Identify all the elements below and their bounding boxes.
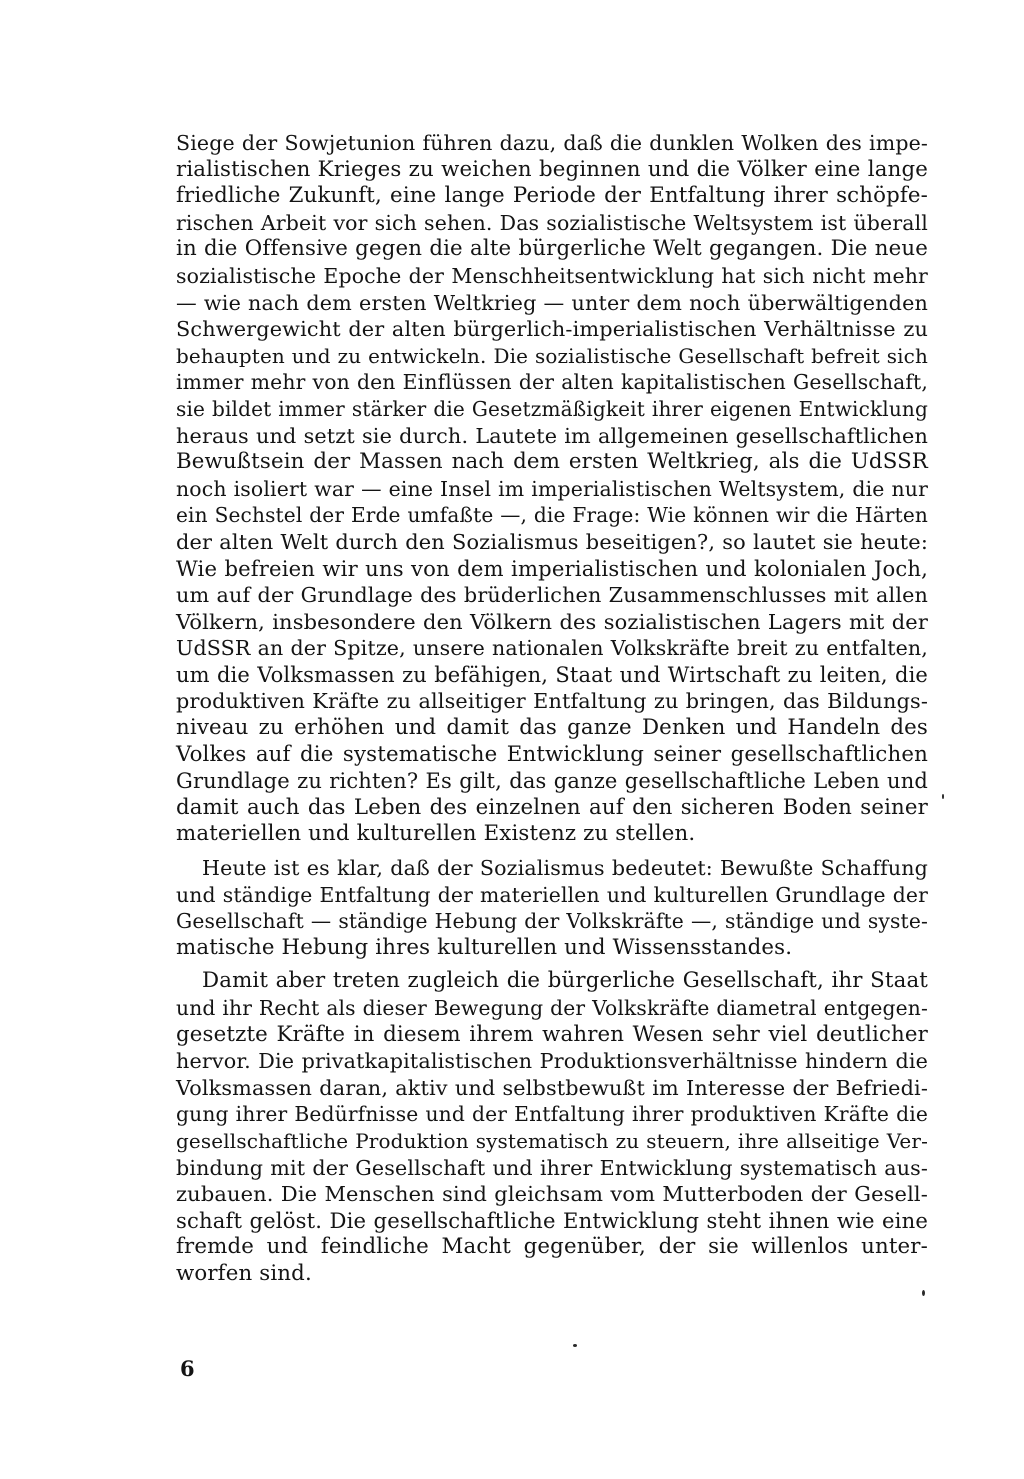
text-line: friedliche Zukunft, eine lange Periode der Entfaltung ihrer schöpfe-: [176, 183, 928, 209]
text-line: — wie nach dem ersten Weltkrieg — unter dem noch überwältigenden: [176, 290, 928, 315]
text-line: Heute ist es klar, daß der Sozialismus bedeutet: Bewußte Schaffung: [202, 856, 928, 881]
text-line: ein Sechstel der Erde umfaßte —, die Frage: Wie können wir die Härten: [176, 503, 928, 528]
text-line: hervor. Die privatkapitalistischen Produktionsverhältnisse hindern die: [176, 1049, 928, 1074]
text-line: und ständige Entfaltung der materiellen und kulturellen Grundlage der: [176, 882, 928, 907]
text-line: zubauen. Die Menschen sind gleichsam vom Mutterboden der Gesell-: [176, 1182, 928, 1207]
paragraph: [176, 855, 928, 961]
text-line: Wie befreien wir uns von dem imperialistischen und kolonialen Joch,: [176, 555, 928, 581]
text-line: noch isoliert war — eine Insel im imperialistischen Weltsystem, die nur: [176, 476, 928, 501]
text-line: um auf der Grundlage des brüderlichen Zusammenschlusses mit allen: [176, 583, 928, 608]
scan-speck: [942, 794, 944, 799]
text-line: um die Volksmassen zu befähigen, Staat und Wirtschaft zu leiten, die: [176, 662, 928, 687]
text-line: damit auch das Leben des einzelnen auf den sicheren Boden seiner: [176, 794, 928, 820]
text-line: Volkes auf die systematische Entwicklung seiner gesellschaftlichen: [176, 741, 928, 767]
text-line: schaft gelöst. Die gesellschaftliche Entwicklung steht ihnen wie eine: [176, 1207, 928, 1233]
text-line: gesetzte Kräfte in diesem ihrem wahren Wesen sehr viel deutlicher: [176, 1021, 928, 1047]
text-line: gesellschaftliche Produktion systematisch zu steuern, ihre allseitige Ver-: [176, 1128, 928, 1153]
text-line: fremde und feindliche Macht gegenüber, der sie willenlos unter-: [176, 1234, 928, 1260]
text-line: UdSSR an der Spitze, unsere nationalen Volkskräfte breit zu entfalten,: [176, 636, 928, 661]
text-line: produktiven Kräfte zu allseitiger Entfaltung zu bringen, das Bildungs-: [176, 689, 928, 714]
text-line: Bewußtsein der Massen nach dem ersten Weltkrieg, als die UdSSR: [176, 449, 928, 475]
text-line: immer mehr von den Einflüssen der alten kapitalistischen Gesellschaft,: [176, 370, 928, 395]
text-line: gung ihrer Bedürfnisse und der Entfaltung ihrer produktiven Kräfte die: [176, 1102, 928, 1127]
scan-speck: [922, 1290, 925, 1296]
page-number: 6: [180, 1356, 195, 1381]
text-line: heraus und setzt sie durch. Lautete im allgemeinen gesellschaftlichen: [176, 423, 928, 448]
text-line: worfen sind.: [176, 1260, 312, 1286]
text-line: sie bildet immer stärker die Gesetzmäßigkeit ihrer eigenen Entwicklung: [176, 396, 928, 421]
text-line: niveau zu erhöhen und damit das ganze Denken und Handeln des: [176, 715, 928, 741]
text-line: der alten Welt durch den Sozialismus beseitigen?, so lautet sie heute:: [176, 529, 928, 554]
text-line: Damit aber treten zugleich die bürgerliche Gesellschaft, ihr Staat: [202, 968, 928, 994]
text-line: behaupten und zu entwickeln. Die sozialistische Gesellschaft befreit sich: [176, 343, 928, 368]
text-line: Völkern, insbesondere den Völkern des sozialistischen Lagers mit der: [176, 609, 928, 634]
paragraph: [176, 968, 928, 1287]
body-text: [176, 130, 928, 1288]
text-line: Grundlage zu richten? Es gilt, das ganze gesellschaftliche Leben und: [176, 768, 928, 794]
text-line: in die Offensive gegen die alte bürgerliche Welt gegangen. Die neue: [176, 236, 928, 262]
text-line: matische Hebung ihres kulturellen und Wissensstandes.: [176, 934, 793, 960]
paragraph: [176, 130, 928, 848]
text-line: Siege der Sowjetunion führen dazu, daß die dunklen Wolken des impe-: [176, 131, 928, 155]
text-line: Volksmassen daran, aktiv und selbstbewußt im Interesse der Befriedi-: [176, 1075, 928, 1100]
text-line: materiellen und kulturellen Existenz zu stellen.: [176, 821, 696, 847]
text-line: rialistischen Krieges zu weichen beginnen und die Völker eine lange: [176, 156, 928, 182]
text-line: Schwergewicht der alten bürgerlich-imperialistischen Verhältnisse zu: [176, 317, 928, 342]
text-line: und ihr Recht als dieser Bewegung der Volkskräfte diametral entgegen-: [176, 996, 928, 1020]
text-line: sozialistische Epoche der Menschheitsentwicklung hat sich nicht mehr: [176, 263, 928, 288]
text-line: rischen Arbeit vor sich sehen. Das sozialistische Weltsystem ist überall: [176, 210, 928, 235]
text-line: Gesellschaft — ständige Hebung der Volkskräfte —, ständige und syste-: [176, 909, 928, 934]
text-line: bindung mit der Gesellschaft und ihrer Entwicklung systematisch aus-: [176, 1155, 928, 1180]
scan-speck: [573, 1344, 577, 1347]
